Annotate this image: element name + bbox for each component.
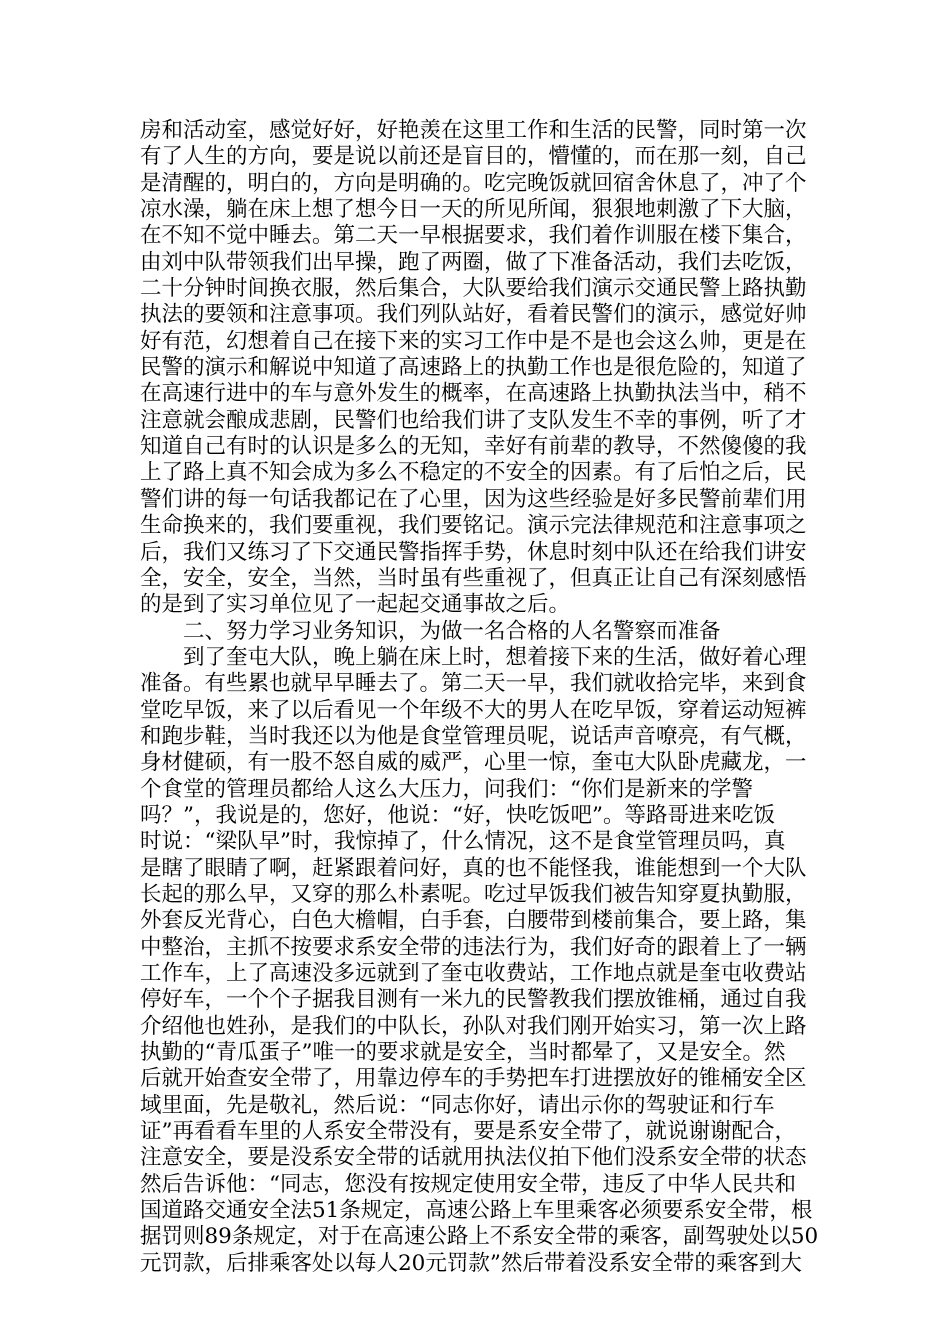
text-line: 在高速行进中的车与意外发生的概率，在高速路上执勤执法当中，稍不 [140, 381, 807, 407]
text-line: 国道路交通安全法51条规定，高速公路上车里乘客必须要系安全带，根 [140, 1198, 813, 1224]
text-line: 是清醒的，明白的，方向是明确的。吃完晚饭就回宿舍休息了，冲了个 [140, 170, 807, 196]
text-line: 和跑步鞋，当时我还以为他是食堂管理员呢，说话声音嘹亮，有气概， [140, 723, 807, 749]
text-line: 个食堂的管理员都给人这么大压力，问我们：“你们是新来的学警 [140, 776, 753, 802]
text-line: 中整治，主抓不按要求系安全带的违法行为，我们好奇的跟着上了一辆 [140, 934, 807, 960]
text-line: 由刘中队带领我们出早操，跑了两圈，做了下准备活动，我们去吃饭， [140, 249, 807, 275]
text-line: 注意安全，要是没系安全带的话就用执法仪拍下他们没系安全带的状态 [140, 1145, 807, 1171]
text-line: 介绍他也姓孙，是我们的中队长，孙队对我们刚开始实习，第一次上路 [140, 1013, 807, 1039]
text-line: 停好车，一个个子据我目测有一米九的民警教我们摆放锥桶，通过自我 [140, 987, 807, 1013]
text-line: 知道自己有时的认识是多么的无知，幸好有前辈的教导，不然傻傻的我 [140, 434, 807, 460]
text-line: 到了奎屯大队，晚上躺在床上时，想着接下来的生活，做好着心理 [183, 644, 807, 670]
text-line: 时说：“梁队早”时，我惊掉了，什么情况，这不是食堂管理员吗，真 [140, 829, 786, 855]
text-line: 证”再看看车里的人系安全带没有，要是系安全带了，就说谢谢配合， [140, 1119, 796, 1145]
text-line: 后就开始查安全带了，用靠边停车的手势把车打进摆放好的锥桶安全区 [140, 1066, 807, 1092]
text-line: 二十分钟时间换衣服，然后集合，大队要给我们演示交通民警上路执勤 [140, 276, 807, 302]
text-line: 然后告诉他：“同志，您没有按规定使用安全带，违反了中华人民共和 [140, 1171, 796, 1197]
text-line: 在不知不觉中睡去。第二天一早根据要求，我们着作训服在楼下集合， [140, 223, 807, 249]
text-line: 吗？”，我说是的，您好，他说：“好，快吃饭吧”。等路哥进来吃饭 [140, 802, 775, 828]
text-line: 凉水澡，躺在床上想了想今日一天的所见所闻，狠狠地刺激了下大脑， [140, 197, 807, 223]
text-line: 工作车，上了高速没多远就到了奎屯收费站，工作地点就是奎屯收费站 [140, 961, 807, 986]
text-line: 堂吃早饭，来了以后看见一个年级不大的男人在吃早饭，穿着运动短裤 [140, 697, 807, 723]
section-heading: 二、努力学习业务知识，为做一名合格的人名警察而准备 [183, 618, 721, 644]
text-line: 据罚则89条规定，对于在高速公路上不系安全带的乘客，副驾驶处以50 [140, 1224, 819, 1250]
text-line: 上了路上真不知会成为多么不稳定的不安全的因素。有了后怕之后，民 [140, 460, 807, 486]
text-line: 是瞎了眼睛了啊，赶紧跟着问好，真的也不能怪我，谁能想到一个大队 [140, 855, 807, 881]
text-line: 长起的那么早，又穿的那么朴素呢。吃过早饭我们被告知穿夏执勤服， [140, 881, 807, 907]
text-line: 生命换来的，我们要重视，我们要铭记。演示完法律规范和注意事项之 [140, 513, 807, 539]
text-line: 有了人生的方向，要是说以前还是盲目的，懵懂的，而在那一刻，自己 [140, 144, 807, 170]
text-line: 准备。有些累也就早早睡去了。第二天一早，我们就收拾完毕，来到食 [140, 671, 807, 697]
text-line: 身材健硕，有一股不怒自威的威严，心里一惊，奎屯大队卧虎藏龙，一 [140, 750, 807, 776]
text-line: 注意就会酿成悲剧，民警们也给我们讲了支队发生不幸的事例，听了才 [140, 407, 807, 433]
text-line: 元罚款，后排乘客处以每人20元罚款”然后带着没系安全带的乘客到大 [140, 1250, 802, 1276]
text-line: 的是到了实习单位见了一起起交通事故之后。 [140, 592, 571, 618]
text-line: 民警的演示和解说中知道了高速路上的执勤工作也是很危险的，知道了 [140, 355, 807, 381]
text-line: 外套反光背心，白色大檐帽，白手套，白腰带到楼前集合，要上路，集 [140, 908, 807, 934]
document-body [140, 118, 850, 1277]
text-line: 后，我们又练习了下交通民警指挥手势，休息时刻中队还在给我们讲安 [140, 539, 807, 565]
text-line: 房和活动室，感觉好好，好艳羡在这里工作和生活的民警，同时第一次 [140, 118, 807, 143]
text-line: 警们讲的每一句话我都记在了心里，因为这些经验是好多民警前辈们用 [140, 486, 807, 512]
text-line: 执法的要领和注意事项。我们列队站好，看着民警们的演示，感觉好帅 [140, 302, 807, 328]
text-line: 执勤的“青瓜蛋子”唯一的要求就是安全，当时都晕了，又是安全。然 [140, 1040, 786, 1066]
text-line: 全，安全，安全，当然，当时虽有些重视了，但真正让自己有深刻感悟 [140, 565, 807, 591]
text-line: 好有范，幻想着自己在接下来的实习工作中是不是也会这么帅，更是在 [140, 328, 807, 354]
text-line: 域里面，先是敬礼，然后说：“同志你好，请出示你的驾驶证和行车 [140, 1092, 775, 1118]
